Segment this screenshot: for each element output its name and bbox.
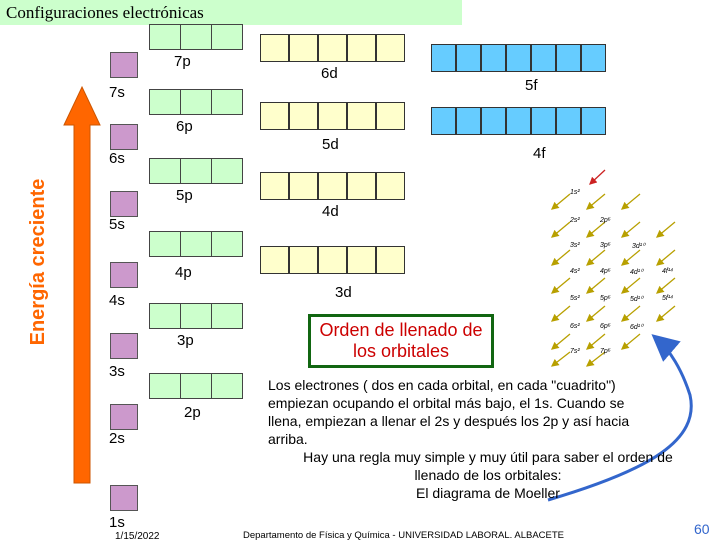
footer-date: 1/15/2022 xyxy=(115,531,160,540)
description-line: Los electrones ( dos en cada orbital, en cada "cuadrito") xyxy=(268,377,616,393)
description-line: llena, empiezan a llenar el 2s y después los 2p y así hacia xyxy=(268,413,630,429)
moeller-label: 2s² xyxy=(570,217,580,224)
moeller-label: 1s² xyxy=(570,189,580,196)
label-4p: 4p xyxy=(175,264,192,281)
label-7p: 7p xyxy=(174,53,191,70)
moeller-label: 5d¹⁰ xyxy=(630,296,643,303)
moeller-label: 6s² xyxy=(570,323,580,330)
label-5s: 5s xyxy=(109,216,125,233)
moeller-label: 4s² xyxy=(570,268,580,275)
order-title-box xyxy=(308,314,494,368)
label-5d: 5d xyxy=(322,136,339,153)
label-6d: 6d xyxy=(321,65,338,82)
description-line: arriba. xyxy=(268,431,308,447)
label-3d: 3d xyxy=(335,284,352,301)
moeller-label: 5f¹⁴ xyxy=(662,295,674,302)
moeller-label: 5s² xyxy=(570,295,580,302)
label-4f: 4f xyxy=(533,145,546,162)
label-7s: 7s xyxy=(109,84,125,101)
description-line: El diagrama de Moeller xyxy=(416,485,560,501)
moeller-label: 7p⁶ xyxy=(600,348,611,355)
description-line: Hay una regla muy simple y muy útil para saber el orden de xyxy=(303,449,673,465)
label-3s: 3s xyxy=(109,363,125,380)
moeller-label: 6d¹⁰ xyxy=(630,324,643,331)
moeller-label: 7s² xyxy=(570,348,580,355)
label-6s: 6s xyxy=(109,150,125,167)
moeller-label: 4d¹⁰ xyxy=(630,269,643,276)
order-title: Orden de llenado de los orbitales xyxy=(319,320,483,361)
footer-department: Departamento de Física y Química - UNIVERSIDAD LABORAL. ALBACETE xyxy=(243,530,565,540)
slide-title: Configuraciones electrónicas xyxy=(6,3,204,22)
description xyxy=(268,376,708,502)
label-6p: 6p xyxy=(176,118,193,135)
moeller-label: 5p⁶ xyxy=(600,295,611,302)
description-line: llenado de los orbitales: xyxy=(414,467,562,483)
slide-number: 60 xyxy=(694,521,710,537)
moeller-label: 6p⁶ xyxy=(600,323,611,330)
moeller-label: 3d¹⁰ xyxy=(632,243,645,250)
moeller-label: 3s² xyxy=(570,242,580,249)
label-4d: 4d xyxy=(322,203,339,220)
moeller-label: 4f¹⁴ xyxy=(662,268,674,275)
label-4s: 4s xyxy=(109,292,125,309)
description-line: empiezan ocupando el orbital más bajo, el 1s. Cuando se xyxy=(268,395,625,411)
label-1s: 1s xyxy=(109,514,125,531)
label-2s: 2s xyxy=(109,430,125,447)
label-5f: 5f xyxy=(525,77,538,94)
moeller-label: 4p⁶ xyxy=(600,268,611,275)
label-5p: 5p xyxy=(176,187,193,204)
moeller-label: 3p⁶ xyxy=(600,242,611,249)
moeller-label: 2p⁶ xyxy=(600,217,611,224)
energy-axis-label: Energía creciente xyxy=(27,178,49,346)
label-2p: 2p xyxy=(184,404,201,421)
label-3p: 3p xyxy=(177,332,194,349)
